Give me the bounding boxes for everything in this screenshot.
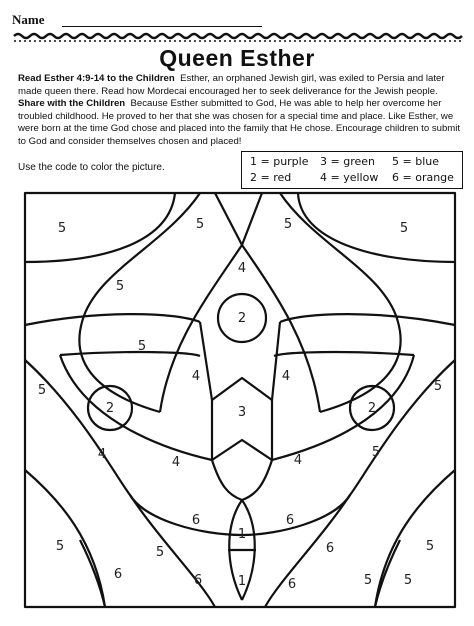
legend-item: 6 = orange (392, 171, 454, 184)
region-number: 2 (237, 311, 247, 326)
region-number: 6 (285, 513, 295, 528)
region-number: 4 (191, 369, 201, 384)
region-number: 6 (193, 573, 203, 588)
region-number: 5 (37, 383, 47, 398)
region-number: 5 (115, 279, 125, 294)
region-number: 5 (57, 221, 67, 236)
legend-item: 5 = blue (392, 155, 439, 168)
region-number: 5 (425, 539, 435, 554)
region-number: 1 (237, 574, 247, 589)
legend-item: 2 = red (250, 171, 292, 184)
region-number: 5 (371, 445, 381, 460)
read-label: Read Esther 4:9-14 to the Children (18, 73, 175, 84)
color-instruction: Use the code to color the picture. (18, 162, 165, 173)
region-number: 5 (195, 217, 205, 232)
legend-item: 1 = purple (250, 155, 309, 168)
region-number: 5 (433, 379, 443, 394)
region-number: 6 (113, 567, 123, 582)
region-number: 6 (287, 577, 297, 592)
region-number: 4 (171, 455, 181, 470)
region-number: 5 (283, 217, 293, 232)
legend-item: 4 = yellow (320, 171, 379, 184)
region-number: 6 (191, 513, 201, 528)
legend-item: 3 = green (320, 155, 375, 168)
region-number: 4 (281, 369, 291, 384)
page-title: Queen Esther (159, 45, 315, 71)
region-number: 4 (293, 453, 303, 468)
region-number: 4 (237, 261, 247, 276)
region-number: 3 (237, 405, 247, 420)
region-number: 5 (399, 221, 409, 236)
region-number: 2 (105, 401, 115, 416)
region-number: 2 (367, 401, 377, 416)
region-number: 1 (237, 527, 247, 542)
region-number: 5 (137, 339, 147, 354)
region-number: 5 (55, 539, 65, 554)
region-number: 5 (155, 545, 165, 560)
region-number: 4 (97, 447, 107, 462)
read-text: Esther, an orphaned Jewish girl, was exiled to Persia and later made queen there. Read how Mordecai encouraged her to seek deliverance for the Jewish people. (18, 73, 445, 97)
region-number: 6 (325, 541, 335, 556)
share-text: Because Esther submitted to God, He was able to help her overcome her troubled childhood. He proved to her that she was chosen for a special time and place. Like Esther, we were born at the time God chose and placed into the family that He chose. Encourage children to submit to God and consider themselves chosen and placed! (18, 98, 461, 147)
region-number: 5 (363, 573, 373, 588)
share-label: Share with the Children (18, 98, 126, 110)
name-label: Name (12, 12, 45, 27)
region-number: 5 (403, 573, 413, 588)
